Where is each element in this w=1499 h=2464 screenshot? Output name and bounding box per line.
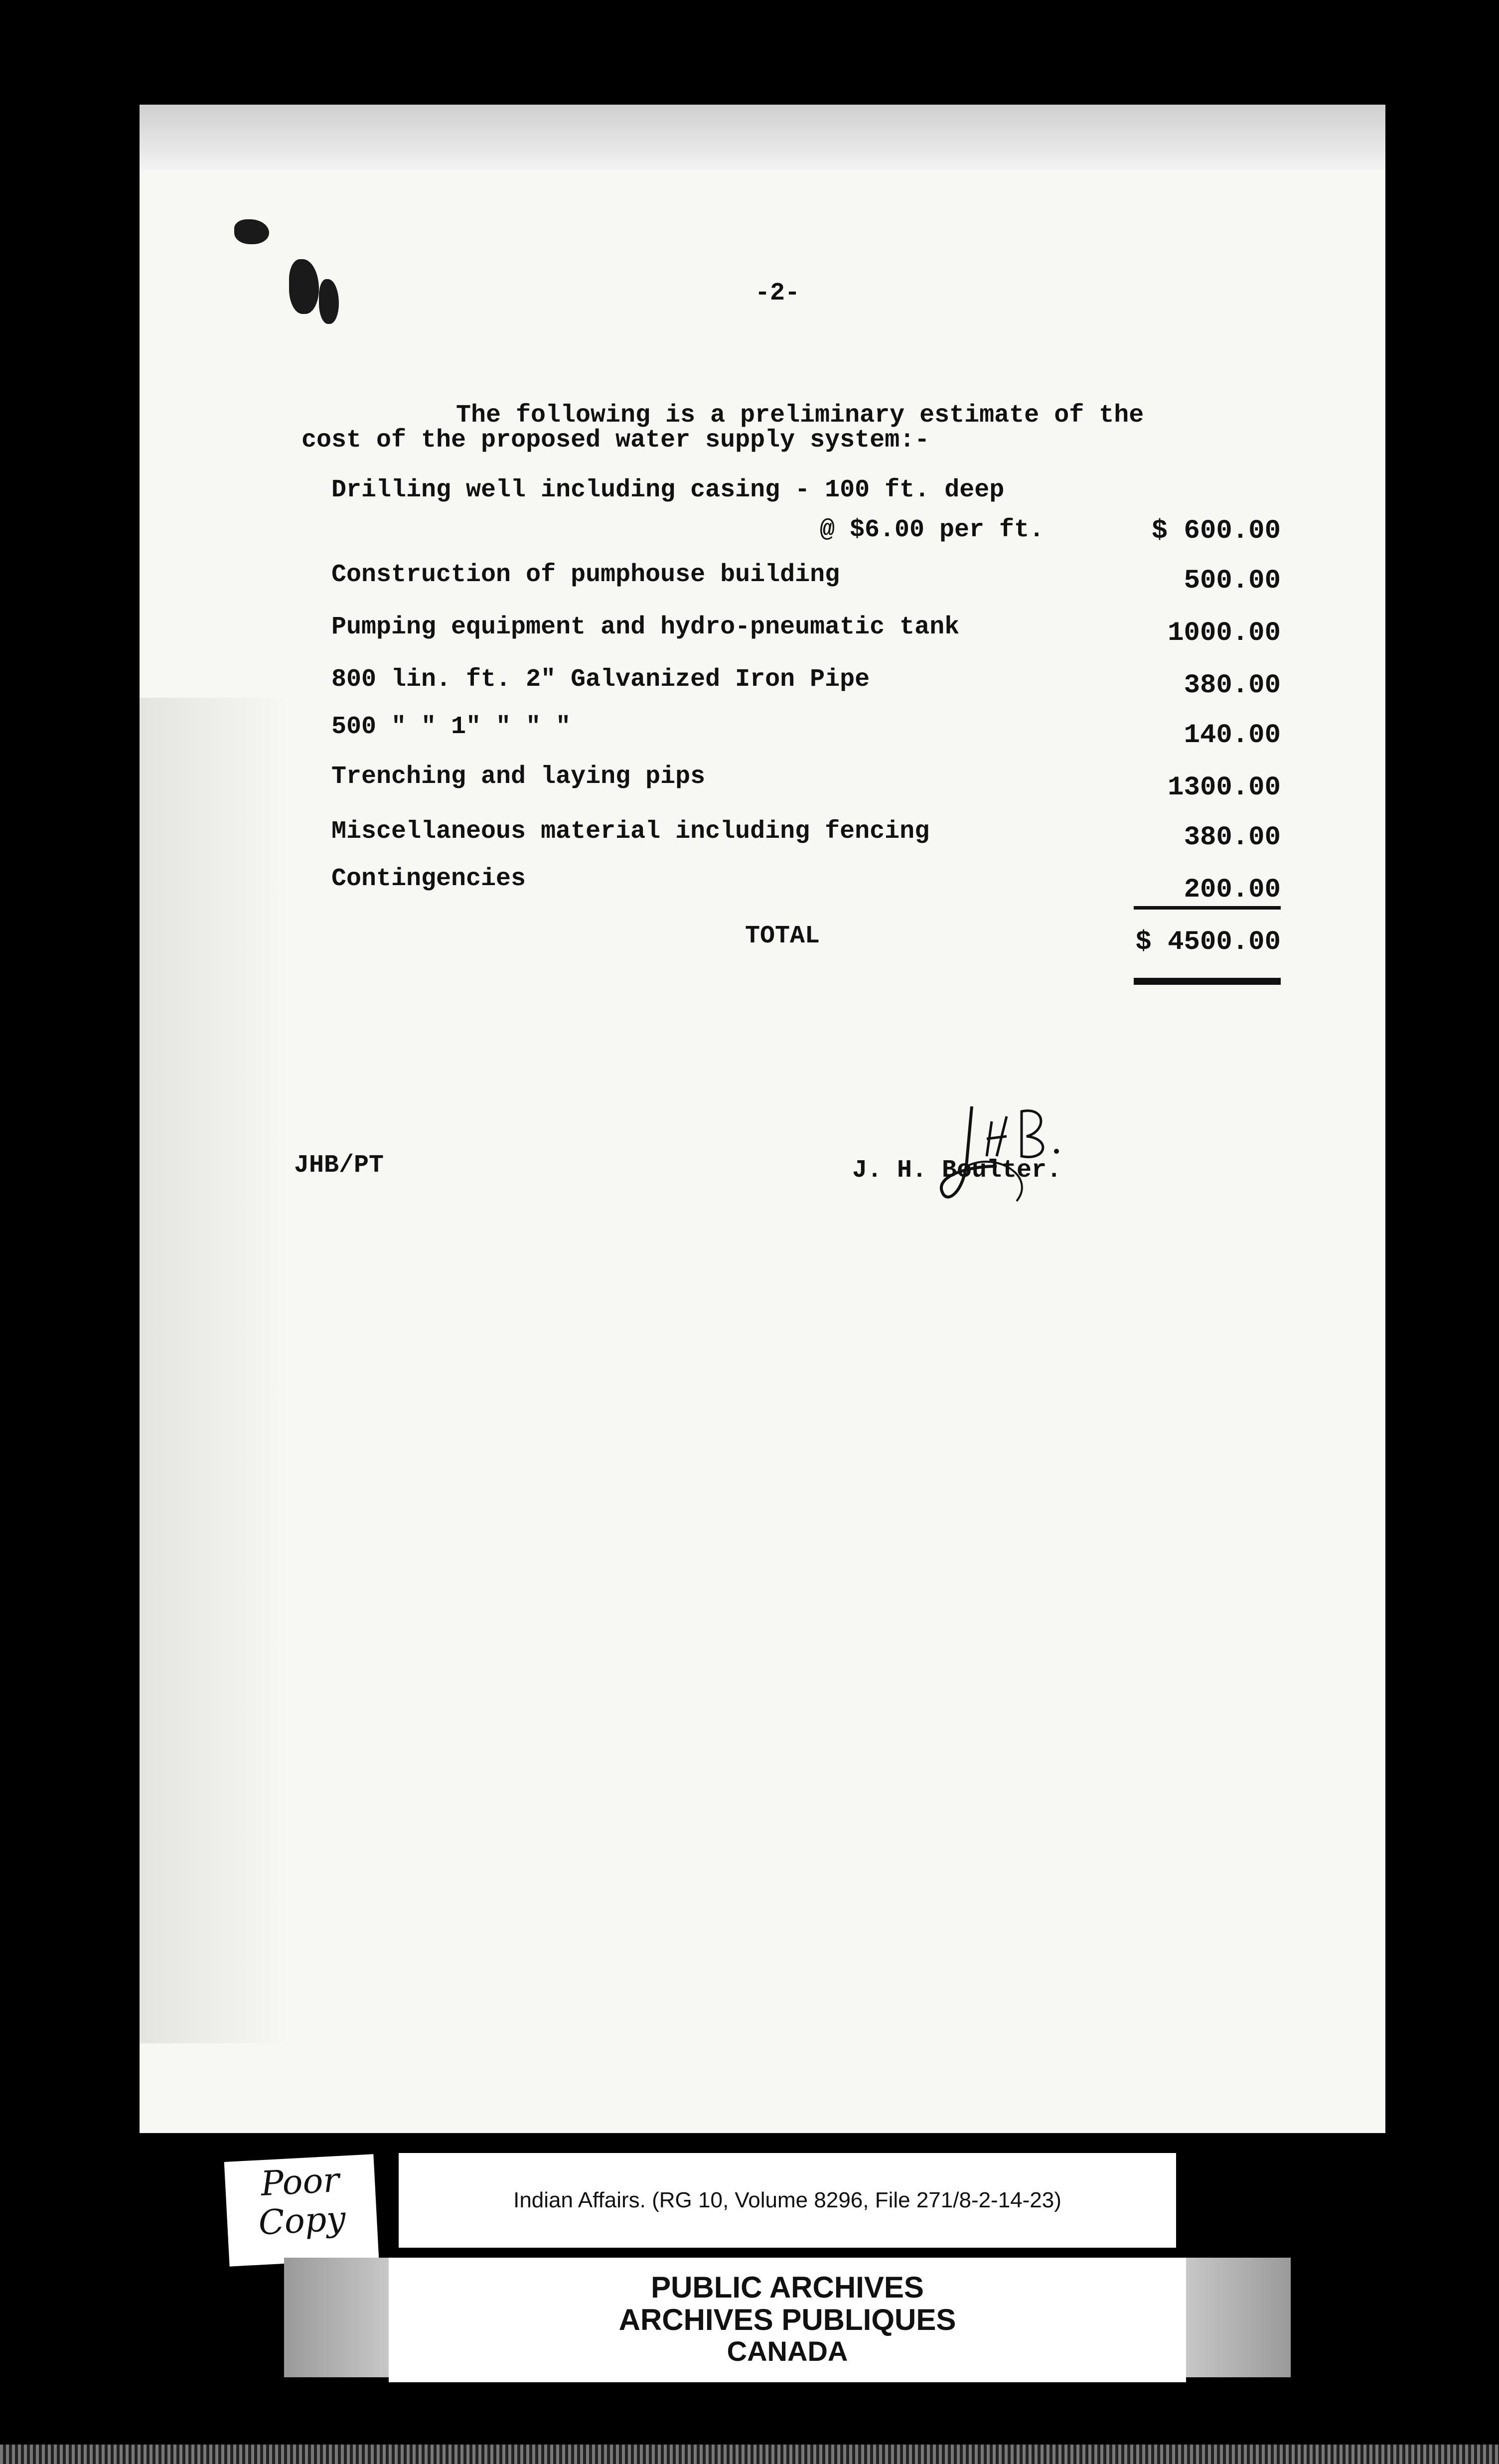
item-5-description: 500 " " 1" " " " <box>331 713 571 741</box>
poor-copy-line-2: Copy <box>257 2199 347 2243</box>
poor-copy-line-1: Poor <box>260 2160 340 2204</box>
item-3-description: Pumping equipment and hydro-pneumatic tank <box>331 613 960 641</box>
subtotal-rule <box>1134 906 1281 910</box>
item-3-amount: 1000.00 <box>1168 618 1281 648</box>
item-1-amount: $ 600.00 <box>1151 516 1281 546</box>
item-4-description: 800 lin. ft. 2" Galvanized Iron Pipe <box>331 665 870 694</box>
item-2-description: Construction of pumphouse building <box>331 561 840 589</box>
reference-initials: JHB/PT <box>294 1151 384 1180</box>
signature-name: J. H. Boulter. <box>852 1156 1062 1185</box>
total-double-rule <box>1134 978 1281 985</box>
page-fold-shadow <box>140 698 289 2043</box>
item-6-amount: 1300.00 <box>1168 772 1281 803</box>
page-top-edge <box>140 105 1385 169</box>
intro-line-2: cost of the proposed water supply system:- <box>301 426 930 455</box>
item-1-description: Drilling well including casing - 100 ft. deep <box>331 476 1005 504</box>
intro-line-1: The following is a preliminary estimate of the <box>456 401 1144 430</box>
archive-line-2: ARCHIVES PUBLIQUES <box>618 2303 956 2336</box>
item-6-description: Trenching and laying pips <box>331 763 706 791</box>
archive-line-1: PUBLIC ARCHIVES <box>651 2271 924 2304</box>
item-5-amount: 140.00 <box>1184 720 1281 751</box>
total-amount: $ 4500.00 <box>1135 927 1281 957</box>
poor-copy-stamp <box>224 2154 379 2266</box>
item-2-amount: 500.00 <box>1184 566 1281 596</box>
ink-smudge <box>234 219 269 244</box>
page-number: -2- <box>755 279 800 308</box>
item-7-amount: 380.00 <box>1184 822 1281 853</box>
item-7-description: Miscellaneous material including fencing <box>331 817 930 846</box>
archive-line-3: CANADA <box>727 2335 848 2367</box>
handwritten-initials-signature <box>937 1091 1096 1221</box>
film-edge-strip <box>0 2445 1499 2464</box>
item-1-rate: @ $6.00 per ft. <box>820 516 1045 544</box>
archive-citation: Indian Affairs. (RG 10, Volume 8296, File 271/8-2-14-23) <box>399 2153 1176 2248</box>
total-label: TOTAL <box>745 922 820 950</box>
item-4-amount: 380.00 <box>1184 670 1281 701</box>
item-8-amount: 200.00 <box>1184 875 1281 905</box>
item-8-description: Contingencies <box>331 865 526 893</box>
